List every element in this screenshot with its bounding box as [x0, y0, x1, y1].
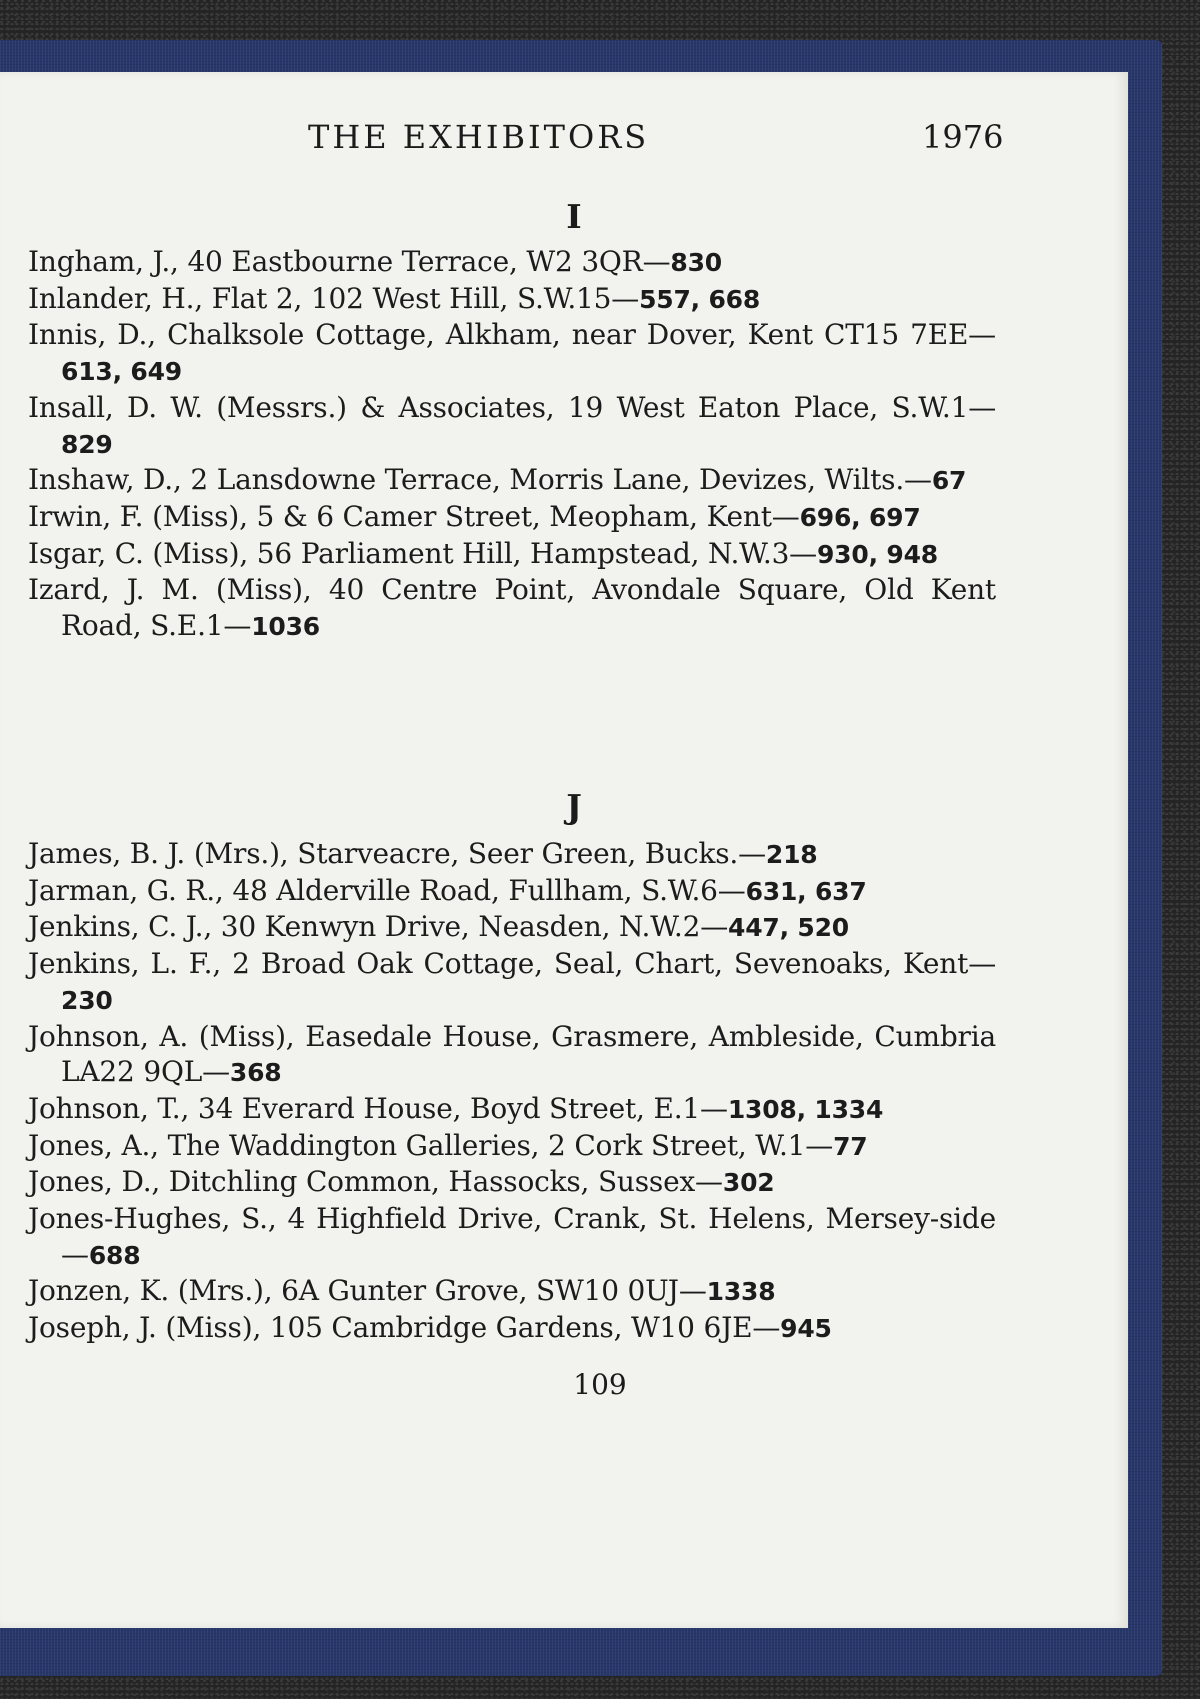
- page-title: THE EXHIBITORS: [308, 118, 650, 156]
- entry-text: Jarman, G. R., 48 Alderville Road, Fullham, S.W.6—: [28, 873, 746, 907]
- list-item: [28, 946, 996, 1018]
- entry-text: Johnson, A. (Miss), Easedale House, Grasmere, Ambleside, Cumbria LA22 9QL—: [28, 1019, 1005, 1089]
- catalogue-numbers: 302: [722, 1168, 775, 1198]
- list-item: [28, 873, 996, 910]
- entry-text: Jones, A., The Waddington Galleries, 2 Cork Street, W.1—: [28, 1128, 834, 1162]
- entry-text: Jones-Hughes, S., 4 Highfield Drive, Crank, St. Helens, Mersey-side—: [28, 1202, 996, 1271]
- catalogue-numbers: 368: [229, 1058, 282, 1088]
- list-item: [28, 1091, 996, 1128]
- catalogue-numbers: 557, 668: [639, 284, 761, 314]
- catalogue-numbers: 688: [88, 1240, 141, 1270]
- list-item: [28, 836, 996, 873]
- list-item: [28, 462, 996, 499]
- entry-text: Jones, D., Ditchling Common, Hassocks, Sussex—: [28, 1165, 723, 1199]
- entries-list-i: [28, 244, 1005, 645]
- list-item: [28, 1201, 996, 1273]
- catalogue-numbers: 830: [670, 248, 722, 277]
- catalogue-numbers: 218: [765, 840, 818, 869]
- list-item: [28, 1128, 996, 1165]
- list-item: [28, 317, 996, 389]
- entry-text: Ingham, J., 40 Eastbourne Terrace, W2 3QR—: [28, 245, 671, 278]
- entry-text: Inlander, H., Flat 2, 102 West Hill, S.W.15—: [28, 281, 640, 315]
- running-head: [0, 118, 1200, 168]
- catalogue-numbers: 631, 637: [745, 876, 867, 906]
- entry-text: Jonzen, K. (Mrs.), 6A Gunter Grove, SW10 0UJ—: [28, 1274, 707, 1308]
- catalogue-numbers: 696, 697: [799, 502, 921, 532]
- entry-text: Irwin, F. (Miss), 5 & 6 Camer Street, Meopham, Kent—: [28, 499, 800, 533]
- section-letter-j: J: [566, 787, 582, 826]
- entry-text: Innis, D., Chalksole Cottage, Alkham, near Dover, Kent CT15 7EE—: [28, 318, 996, 352]
- list-item: [28, 1310, 996, 1347]
- catalogue-numbers: 67: [931, 466, 967, 496]
- section-letter-i: I: [566, 197, 582, 236]
- entry-text: Jenkins, C. J., 30 Kenwyn Drive, Neasden, N.W.2—: [28, 910, 728, 944]
- catalogue-numbers: 1036: [251, 612, 320, 642]
- catalogue-numbers: 230: [61, 985, 113, 1015]
- entry-text: Inshaw, D., 2 Lansdowne Terrace, Morris Lane, Devizes, Wilts.—: [28, 463, 932, 497]
- entry-text: Izard, J. M. (Miss), 40 Centre Point, Avondale Square, Old Kent Road, S.E.1—: [28, 573, 1005, 643]
- list-item: [28, 536, 996, 573]
- catalogue-numbers: 613, 649: [61, 357, 182, 387]
- catalogue-numbers: 829: [61, 429, 113, 459]
- entry-text: Insall, D. W. (Messrs.) & Associates, 19 West Eaton Place, S.W.1—: [28, 390, 996, 424]
- catalogue-numbers: 930, 948: [816, 539, 938, 569]
- list-item: [28, 499, 996, 536]
- list-item: [28, 390, 996, 462]
- entry-text: James, B. J. (Mrs.), Starveacre, Seer Green, Bucks.—: [28, 837, 766, 870]
- list-item: [28, 1019, 1005, 1091]
- list-item: [28, 1273, 996, 1310]
- entry-text: Johnson, T., 34 Everard House, Boyd Street, E.1—: [28, 1091, 728, 1125]
- catalogue-numbers: 77: [833, 1131, 868, 1161]
- page-number: 109: [573, 1368, 627, 1401]
- year-label: 1976: [922, 118, 1004, 156]
- catalogue-numbers: 447, 520: [728, 913, 849, 943]
- entry-text: Jenkins, L. F., 2 Broad Oak Cottage, Seal, Chart, Sevenoaks, Kent—: [28, 947, 996, 981]
- entries-list-j: [28, 836, 1005, 1347]
- list-item: [28, 1164, 996, 1201]
- list-item: [28, 572, 1005, 644]
- list-item: [28, 281, 996, 318]
- catalogue-numbers: 1308, 1334: [727, 1094, 884, 1124]
- catalogue-numbers: 945: [780, 1314, 832, 1344]
- entry-text: Joseph, J. (Miss), 105 Cambridge Gardens, W10 6JE—: [28, 1311, 781, 1345]
- list-item: [28, 244, 996, 281]
- entry-text: Isgar, C. (Miss), 56 Parliament Hill, Hampstead, N.W.3—: [28, 536, 817, 570]
- catalogue-numbers: 1338: [706, 1277, 776, 1307]
- list-item: [28, 909, 996, 946]
